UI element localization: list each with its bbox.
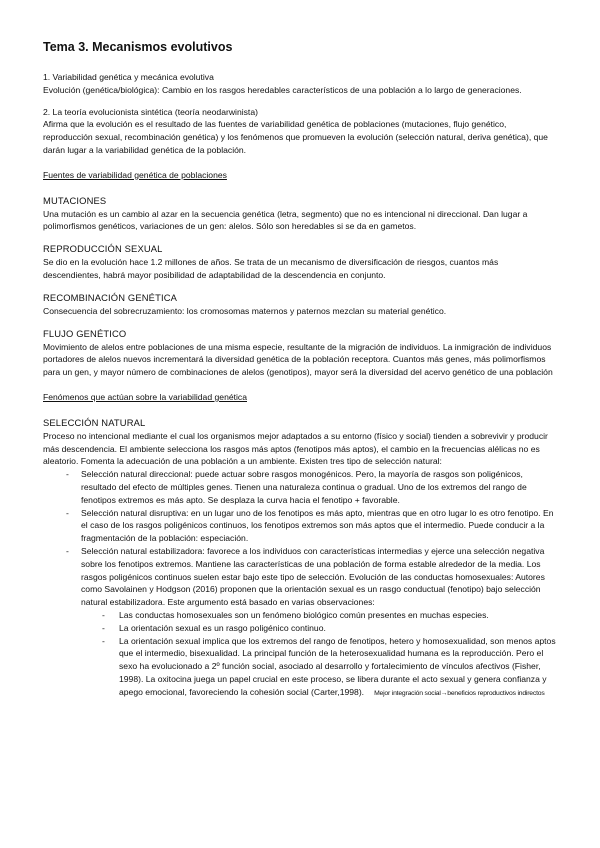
seleccion-heading: SELECCIÓN NATURAL — [43, 416, 146, 428]
flujo-text: Movimiento de alelos entre poblaciones de una misma especie, resultante de la migración de individuos. La inmigración de individuos portadores de alelos nuevos incrementará la diversidad genética de la población receptora. Cuantos más genes, más polimorfismos para un gen, y mayor número de combinaciones de alelos (genotipos), mayor será la diversidad del acervo genético de una población — [43, 341, 553, 378]
mutaciones-heading: MUTACIONES — [43, 194, 107, 206]
section2-text: Afirma que la evolución es el resultado de las fuentes de variabilidad genética de poblaciones (mutaciones, flujo genético, reproducción sexual, recombinación genética) y los fenómenos que promueven la evolución (selección natural, deriva genética), que darán lugar a la variabilidad genética de la población. — [43, 119, 548, 155]
list-item: - Selección natural direccional: puede actuar sobre rasgos monogénicos. Pero, la mayoría de rasgos son poligénicos, resultado del efecto de múltiples genes. Tienen una naturaleza continua o gradual. Uno de los extremos del rango de fenotipos extremos es más apto. Se desplaza la curva hacia el fenotipo + favorable. — [62, 468, 558, 506]
section1-text: Evolución (genética/biológica): Cambio en los rasgos heredables característicos de una población a lo largo de generaciones. — [43, 84, 522, 95]
recombinacion-text: Consecuencia del sobrecruzamiento: los cromosomas maternos y paternos mezclan su material genético. — [43, 305, 447, 316]
flujo-heading: FLUJO GENÉTICO — [43, 327, 127, 339]
observaciones-list — [81, 609, 558, 701]
estabilizadora-text: Selección natural estabilizadora: favorece a los individuos con características intermedias y ejerce una selección negativa sobre los fenotipos extremos. Mantiene las características de una población de forma estable alrededor de la media. Los rasgos poligénicos continuos suelen estar bajo este tipo de selección. Evolución de las conductas homosexuales: Autores como Savolainen y Hodgson (2016) proponen que la orientación sexual es un rasgo conductual (fenotipo) bajo selección natural estabilizadora. Este argumento está basado en varias observaciones: — [81, 545, 545, 608]
section2-heading: 2. La teoría evolucionista sintética (teoría neodarwinista) — [43, 106, 258, 117]
page-title: Tema 3. Mecanismos evolutivos — [43, 40, 233, 54]
document-page — [43, 40, 558, 700]
mutaciones-text: Una mutación es un cambio al azar en la secuencia genética (letra, segmento) que no es intencional ni direccional. Dan lugar a polimorfismos genéticos, variaciones de un gen: alelos. Sólo son heredables si se da en gametos. — [43, 208, 528, 232]
list-item — [100, 635, 558, 701]
seleccion-text: Proceso no intencional mediante el cual los organismos mejor adaptados a su entorno (físico y social) tienden a sobrevivir y producir más descendencia. El ambiente selecciona los rasgos más aptos (fenotipos más aptos), el cambio en la frecuencias alélicas no es aleatorio. Fomenta la adecuación de una población a un ambiente. Existen tres tipo de selección natural: — [43, 430, 548, 467]
list-item: - Las conductas homosexuales son un fenómeno biológico común presentes en muchas especies. — [100, 609, 558, 622]
list-item: - La orientación sexual es un rasgo poligénico continuo. — [100, 622, 558, 635]
observacion-text: La orientación sexual implica que los extremos del rango de fenotipos, hetero y homosexualidad, son menos aptos que el intermedio, bisexualidad. La principal función de la heterosexualidad humana es la reproducción. Pero el sexo ha evolucionado a 2º función social, asociado al desarrollo y fortalecimiento de vínculos afectivos (Fisher, 1998). La oxitocina juega un papel crucial en este proceso, se libera durante el acto sexual y genera confianza y apego emocional, favoreciendo la cohesión social (Carter,1998). — [119, 635, 556, 697]
side-note: Mejor integración social→beneficios reproductivos indirectos — [374, 689, 545, 697]
reproduccion-text: Se dio en la evolución hace 1.2 millones de años. Se trata de un mecanismo de diversificación de riesgos, cuantos más descendientes, habrá mayor posibilidad de adaptabilidad de la descendencia en conjunto. — [43, 257, 499, 280]
list-item — [62, 545, 558, 701]
reproduccion-heading: REPRODUCCIÓN SEXUAL — [43, 243, 163, 255]
fuentes-title: Fuentes de variabilidad genética de poblaciones — [43, 169, 227, 180]
seleccion-tipos-list — [43, 468, 558, 700]
recombinacion-heading: RECOMBINACIÓN GENÉTICA — [43, 291, 178, 303]
fenomenos-title: Fenómenos que actúan sobre la variabilidad genética — [43, 391, 247, 402]
list-item: - Selección natural disruptiva: en un lugar uno de los fenotipos es más apto, mientras que en otro lugar lo es otro fenotipo. En el caso de los rasgos poligénicos continuos, los fenotipos extremos son más aptos que el intermedio. Puede conducir a la fragmentación de la población: especiación. — [62, 507, 558, 545]
section1-heading: 1. Variabilidad genética y mecánica evolutiva — [43, 72, 214, 82]
